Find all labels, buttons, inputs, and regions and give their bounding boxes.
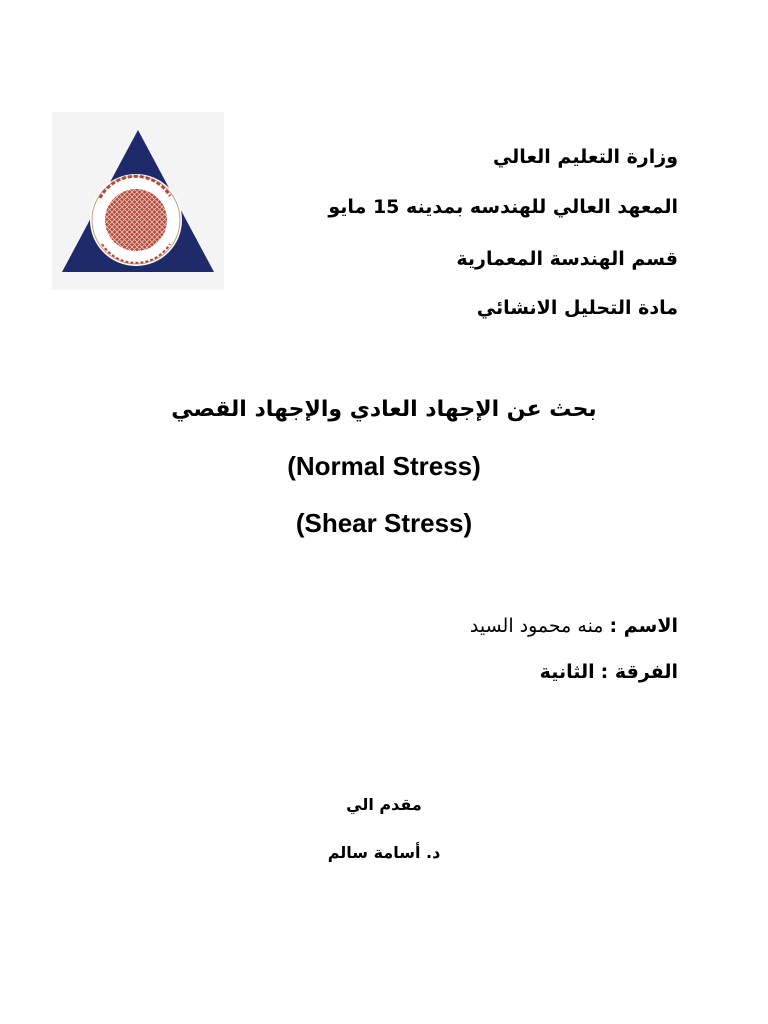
- name-value: منه محمود السيد: [469, 615, 604, 637]
- research-title-arabic: بحث عن الإجهاد العادي والإجهاد القصي: [171, 397, 597, 422]
- name-label: الاسم :: [609, 615, 678, 637]
- supervisor-name: د. أسامة سالم: [327, 843, 441, 862]
- department-line: قسم الهندسة المعمارية: [456, 248, 678, 270]
- year-value: الثانية: [539, 661, 595, 683]
- student-name-row: [470, 615, 678, 637]
- institute-line: المعهد العالي للهندسه بمدينه 15 مايو: [328, 196, 678, 218]
- research-title-shear-stress: (Shear Stress): [295, 508, 473, 538]
- submitted-to-label: مقدم الي: [346, 795, 422, 814]
- research-title-normal-stress: (Normal Stress): [287, 451, 481, 481]
- student-year-row: [540, 661, 678, 683]
- ministry-line: وزارة التعليم العالي: [492, 146, 678, 168]
- institute-logo: [52, 112, 224, 290]
- year-label: الفرقة :: [600, 661, 678, 683]
- subject-line: مادة التحليل الانشائي: [476, 297, 678, 319]
